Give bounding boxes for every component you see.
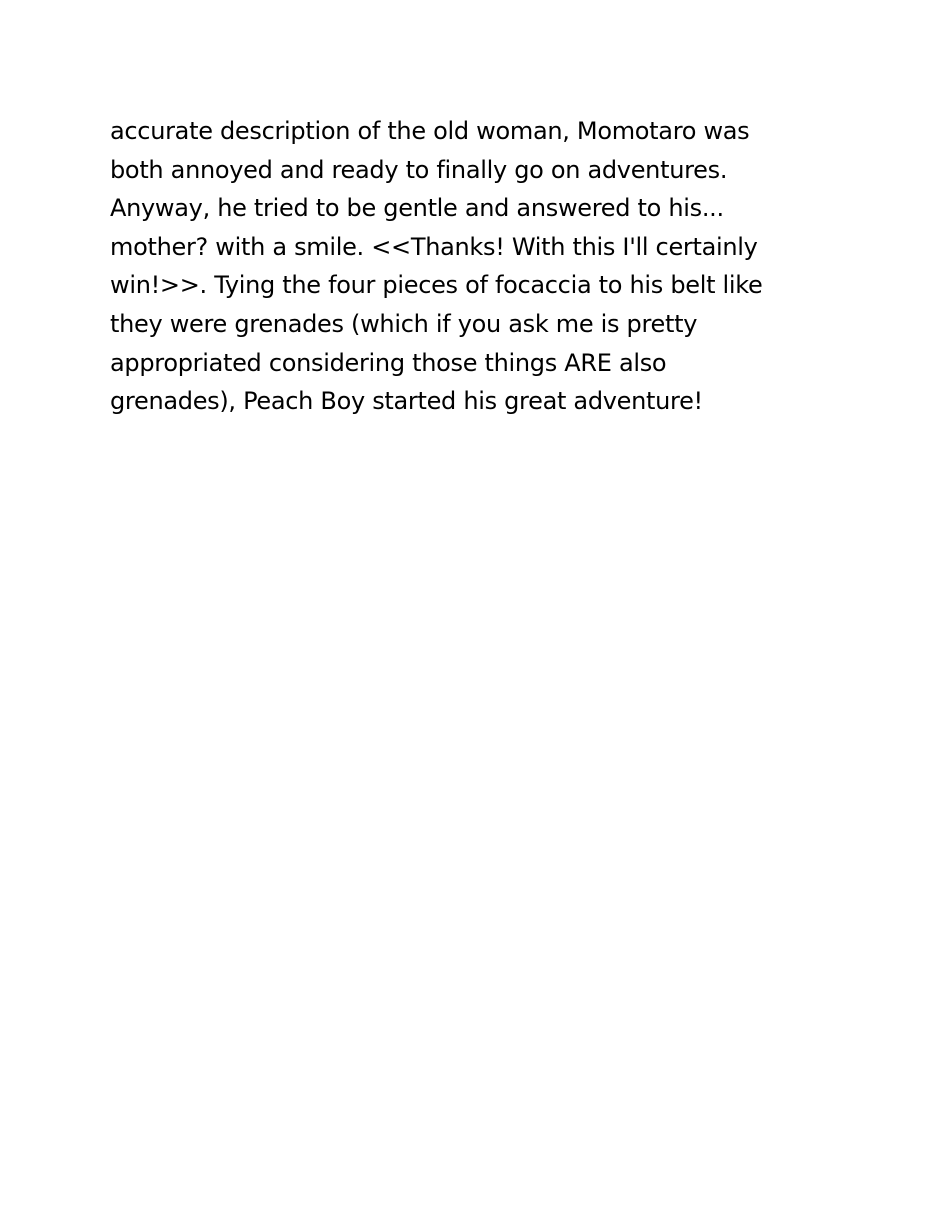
paragraph-line-7: appropriated considering those things ARE also — [110, 348, 667, 377]
paragraph-line-6: they were grenades (which if you ask me is pretty — [110, 309, 698, 338]
story-paragraph — [110, 112, 870, 421]
paragraph-line-5: win!>>. Tying the four pieces of focaccia to his belt like — [110, 271, 763, 300]
paragraph-line-4: mother? with a smile. <<Thanks! With this I'll certainly — [110, 232, 758, 261]
paragraph-line-3: Anyway, he tried to be gentle and answered to his... — [110, 194, 724, 223]
paragraph-line-8: grenades), Peach Boy started his great adventure! — [110, 387, 703, 416]
paragraph-line-2: both annoyed and ready to finally go on adventures. — [110, 155, 728, 184]
paragraph-line-1: accurate description of the old woman, Momotaro was — [110, 117, 750, 145]
